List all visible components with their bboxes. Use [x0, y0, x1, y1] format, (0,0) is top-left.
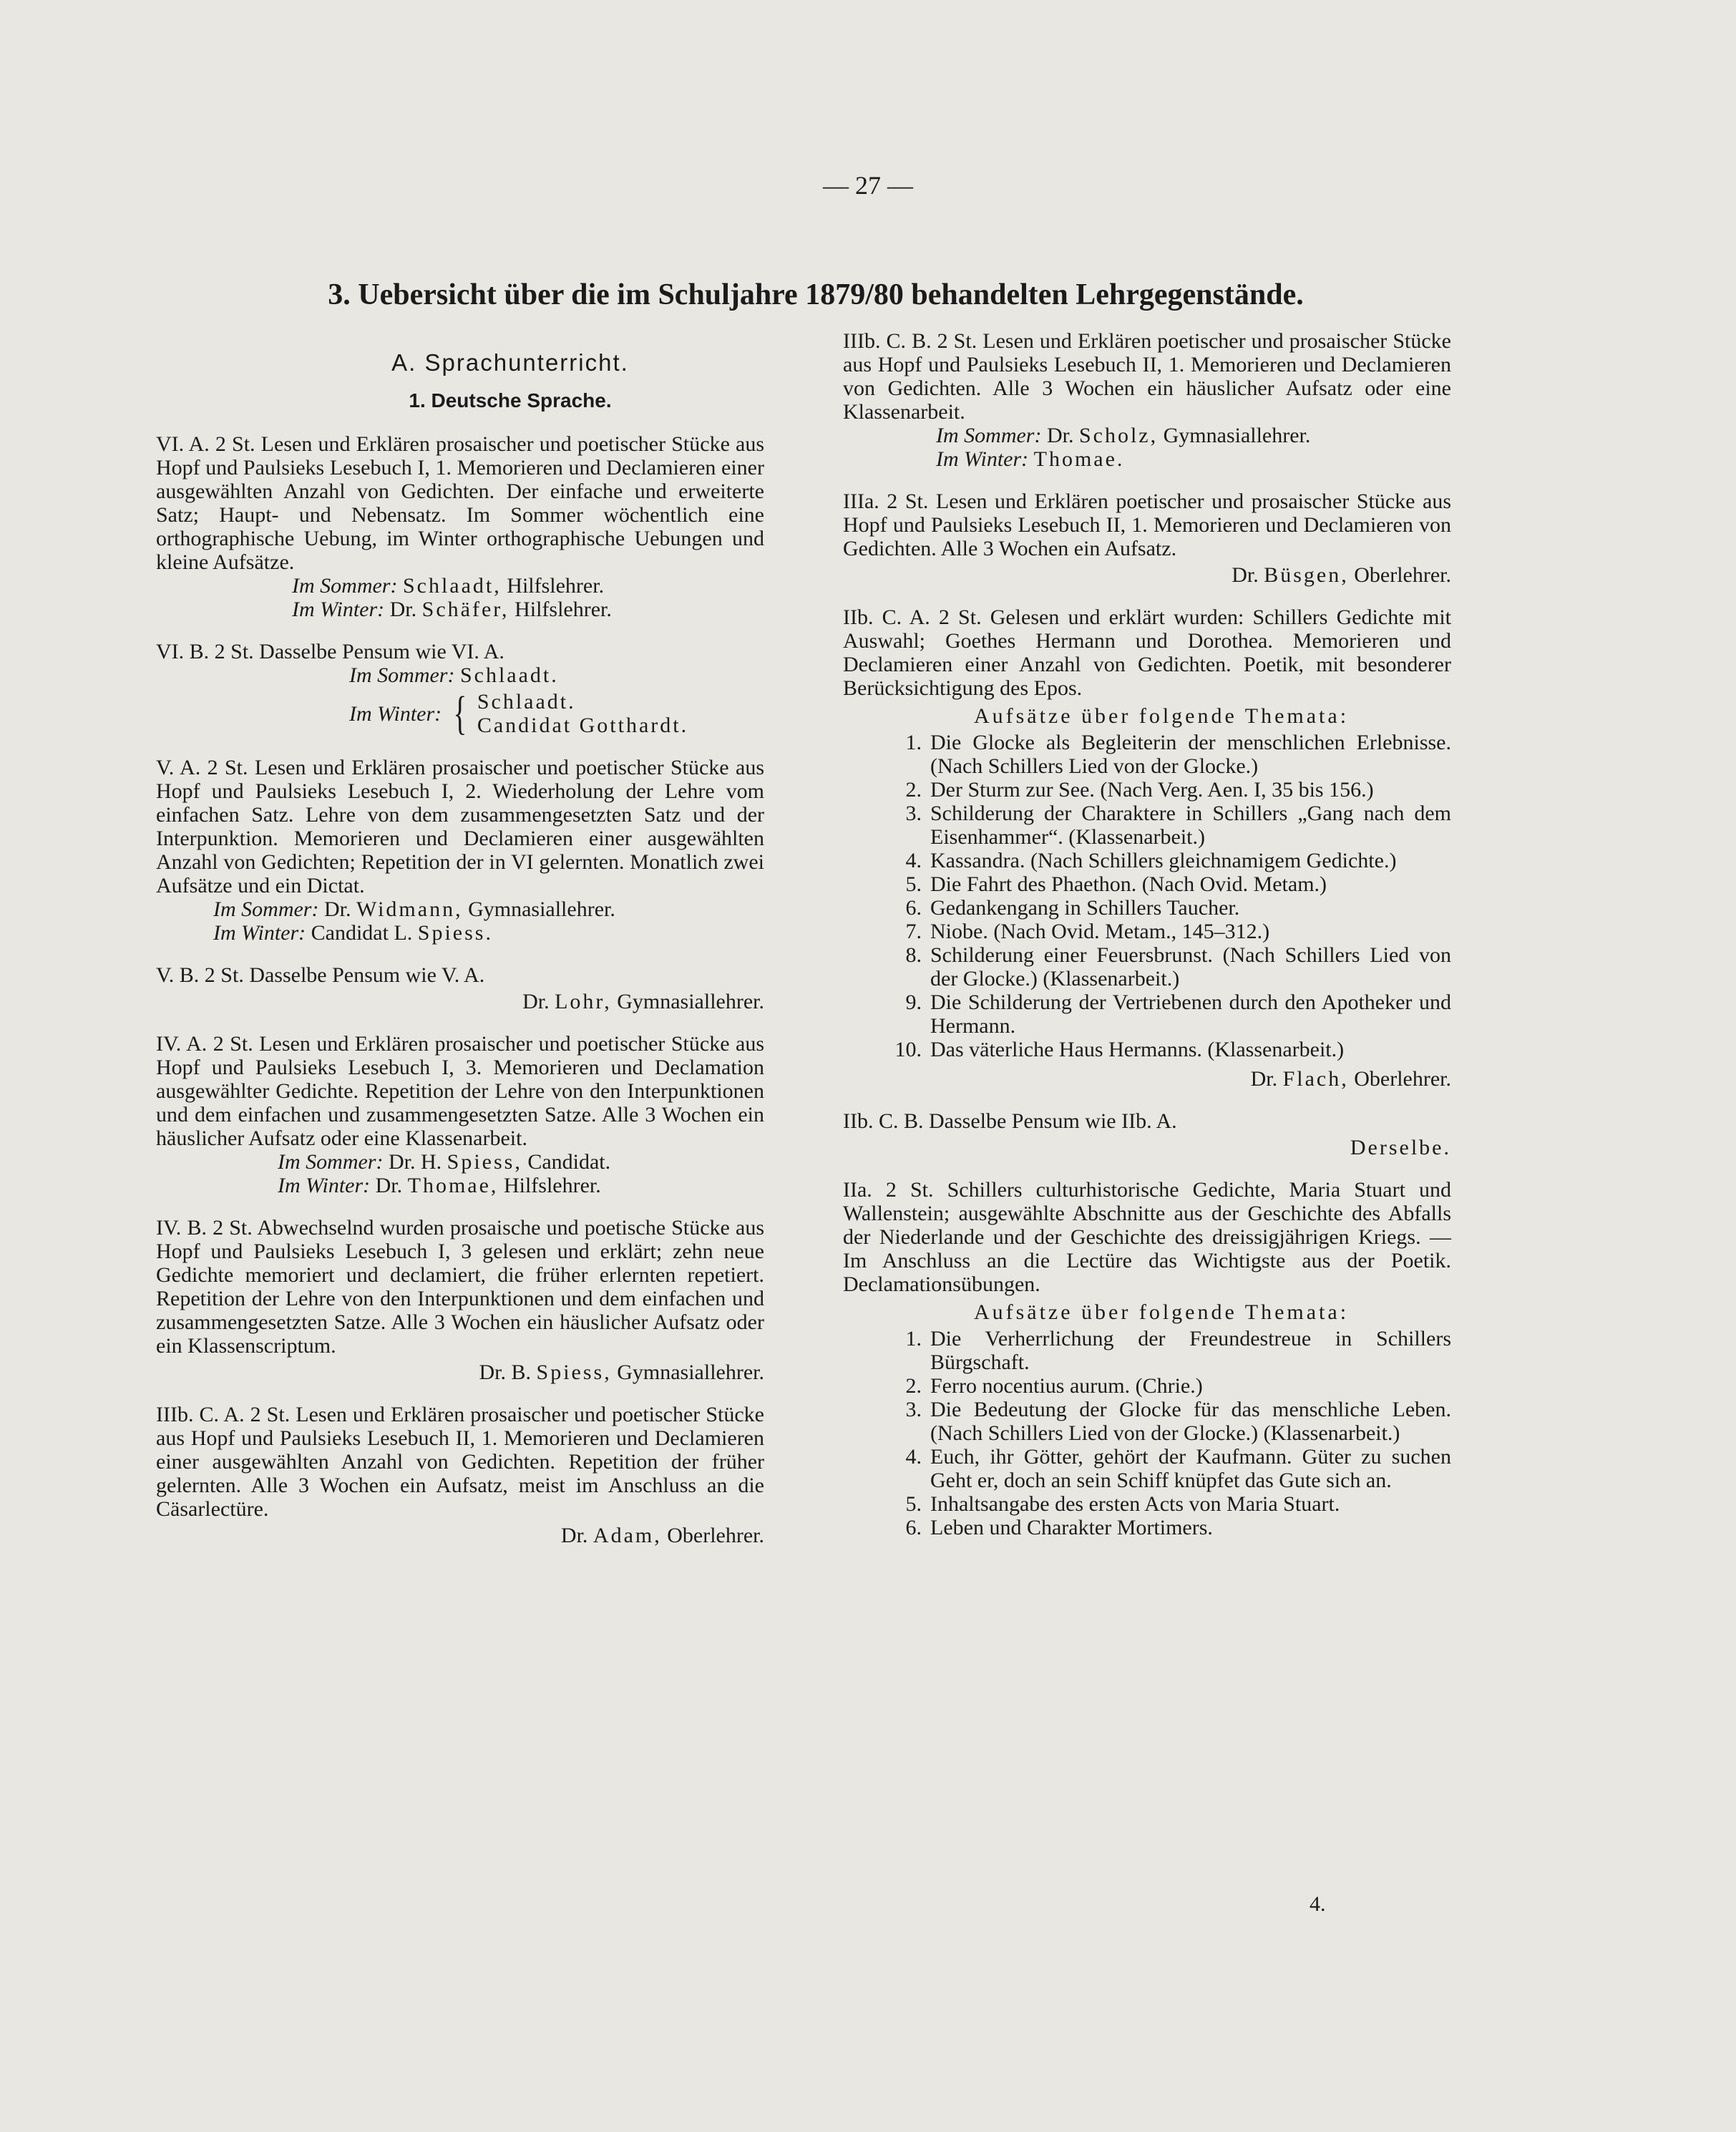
teacher-line-summer: Im Sommer: Dr. H. Spiess, Candidat. — [278, 1150, 611, 1174]
entry-text: V. A. 2 St. Lesen und Erklären prosaischer und poetischer Stücke aus Hopf und Paulsieks Lesebuch I, 2. Wiederholung der Lehre vom einfachen Satz. Lehre von dem zusammengesetzten Satz und der Interpunktion. Memorieren und Declamieren einer ausgewählten Anzahl von Gedichten; Repetition der in VI gelernten. Monatlich zwei Aufsätze und ein Dictat. — [156, 756, 764, 897]
teacher-line-winter: Im Winter: Dr. Thomae, Hilfslehrer. — [278, 1174, 601, 1197]
page-number: — 27 — — [823, 171, 913, 200]
teacher-line: Dr. Lohr, Gymnasiallehrer. — [522, 990, 764, 1013]
teacher-line-summer: Im Sommer: Dr. Widmann, Gymnasiallehrer. — [213, 897, 615, 921]
list-item: 9. Die Schilderung der Vertriebenen durch den Apotheker und Hermann. — [905, 990, 1451, 1038]
list-item: 4. Euch, ihr Götter, gehört der Kaufmann. Güter zu suchen Geht er, doch an sein Schiff knüpfet das Gute sich an. — [905, 1445, 1451, 1492]
list-item: 2. Ferro nocentius aurum. (Chrie.) — [905, 1374, 1203, 1398]
teacher-line-winter: Im Winter: Dr. Schäfer, Hilfslehrer. — [292, 598, 612, 621]
section-heading: A. Sprachunterricht. — [391, 349, 629, 376]
class-entry-iia — [843, 1178, 1451, 1539]
entry-text: VI. B. 2 St. Dasselbe Pensum wie VI. A. — [156, 640, 504, 663]
list-item: 8. Schilderung einer Feuersbrunst. (Nach Schillers Lied von der Glocke.) (Klassenarbeit.) — [905, 943, 1451, 990]
right-column — [843, 329, 1451, 1558]
class-entry-iib-ca — [843, 605, 1451, 1091]
list-item: 2. Der Sturm zur See. (Nach Verg. Aen. I, 35 bis 156.) — [905, 778, 1374, 802]
themes-list — [843, 731, 1451, 1061]
entry-text: IIIb. C. A. 2 St. Lesen und Erklären prosaischer und poetischer Stücke aus Hopf und Paulsieks Lesebuch II, 1. Memorieren und Declamieren einer ausgewählten Anzahl von Gedichten. Repetition der früher gelernten. Alle 3 Wochen ein Aufsatz, meist im Anschluss an die Cäsarlectüre. — [156, 1403, 764, 1521]
list-item: 4. Kassandra. (Nach Schillers gleichnamigem Gedichte.) — [905, 849, 1397, 872]
themes-heading: Aufsätze über folgende Themata: — [973, 704, 1350, 728]
class-entry-iiib-ca — [156, 1403, 764, 1547]
list-item: 5. Die Fahrt des Phaethon. (Nach Ovid. Metam.) — [905, 872, 1327, 896]
teacher-line-summer: Im Sommer: Schlaadt, Hilfslehrer. — [292, 574, 605, 598]
teacher-line-summer: Im Sommer: Dr. Scholz, Gymnasiallehrer. — [936, 424, 1311, 447]
entry-text: IV. B. 2 St. Abwechselnd wurden prosaische und poetische Stücke aus Hopf und Paulsieks Lesebuch I, 3 gelesen und erklärt; zehn neue Gedichte memoriert und declamiert, die früher erlernten repetiert. Repetition der Lehre von den Interpunktionen und dem einfachen und zusammengesetzten Satze. Alle 3 Wochen ein häuslicher Aufsatz oder ein Klassenscriptum. — [156, 1216, 764, 1358]
page-title: 3. Uebersicht über die im Schuljahre 1879/80 behandelten Lehrgegenstände. — [328, 278, 1304, 311]
entry-text: V. B. 2 St. Dasselbe Pensum wie V. A. — [156, 963, 485, 987]
signature-mark: 4. — [1310, 1892, 1326, 1916]
class-entry-iiib-cb — [843, 329, 1451, 471]
class-entry-vi-a — [156, 432, 764, 621]
entry-text: IIIa. 2 St. Lesen und Erklären poetischer und prosaischer Stücke aus Hopf und Paulsieks Lesebuch II, 1. Memorieren und Declamieren von Gedichten. Alle 3 Wochen ein Aufsatz. — [843, 490, 1451, 560]
class-entry-vi-b — [156, 640, 764, 737]
teacher-line-winter: Im Winter: Candidat L. Spiess. — [213, 921, 493, 945]
list-item: 10. Das väterliche Haus Hermanns. (Klassenarbeit.) — [894, 1038, 1345, 1061]
teacher-line: Derselbe. — [1350, 1136, 1451, 1159]
list-item: 1. Die Glocke als Begleiterin der menschlichen Erlebnisse. (Nach Schillers Lied von der Glocke.) — [905, 731, 1451, 778]
list-item: 7. Niobe. (Nach Ovid. Metam., 145–312.) — [905, 920, 1270, 943]
entry-text: IV. A. 2 St. Lesen und Erklären prosaischer und poetischer Stücke aus Hopf und Paulsieks Lesebuch I, 3. Memorieren und Declamation ausgewählter Gedichte. Repetition der Lehre von den Interpunktionen und dem einfachen und zusammengesetzten Satze. Alle 3 Wochen ein häuslicher Aufsatz oder eine Klassenarbeit. — [156, 1032, 764, 1150]
class-entry-v-b — [156, 963, 764, 1013]
teacher-line-winter: Im Winter: { Schlaadt. Candidat Gotthardt. — [349, 687, 689, 739]
class-entry-iiia — [843, 490, 1451, 587]
teacher-line-winter: Im Winter: Thomae. — [936, 447, 1125, 471]
list-item: 5. Inhaltsangabe des ersten Acts von Maria Stuart. — [905, 1492, 1340, 1516]
teacher-line: Dr. Büsgen, Oberlehrer. — [1232, 563, 1451, 587]
entry-text: IIIb. C. B. 2 St. Lesen und Erklären poetischer und prosaischer Stücke aus Hopf und Paulsieks Lesebuch II, 1. Memorieren und Declamieren von Gedichten. Alle 3 Wochen ein häuslicher Aufsatz oder eine Klassenarbeit. — [843, 329, 1451, 424]
left-column — [156, 329, 764, 1566]
subsection-heading: 1. Deutsche Sprache. — [409, 389, 612, 412]
class-entry-iv-b — [156, 1216, 764, 1384]
teacher-line-summer: Im Sommer: Schlaadt. — [349, 663, 559, 687]
class-entry-iib-cb — [843, 1109, 1451, 1159]
class-entry-iv-a — [156, 1032, 764, 1197]
themes-list — [843, 1327, 1451, 1539]
brace-symbol: { — [453, 687, 467, 739]
list-item: 6. Gedankengang in Schillers Taucher. — [905, 896, 1240, 920]
entry-text: IIb. C. A. 2 St. Gelesen und erklärt wurden: Schillers Gedichte mit Auswahl; Goethes Hermann und Dorothea. Memorieren und Declamieren einer Anzahl von Gedichten. Poetik, mit besonderer Berücksichtigung des Epos. — [843, 605, 1451, 700]
teacher-line: Dr. Adam, Oberlehrer. — [560, 1524, 764, 1547]
themes-heading: Aufsätze über folgende Themata: — [973, 1300, 1350, 1324]
teacher-line: Dr. Flach, Oberlehrer. — [1250, 1067, 1451, 1091]
list-item: 6. Leben und Charakter Mortimers. — [905, 1516, 1213, 1539]
list-item: 3. Die Bedeutung der Glocke für das menschliche Leben. (Nach Schillers Lied von der Glocke.) (Klassenarbeit.) — [905, 1398, 1451, 1445]
entry-text: IIb. C. B. Dasselbe Pensum wie IIb. A. — [843, 1109, 1177, 1133]
entry-text: IIa. 2 St. Schillers culturhistorische Gedichte, Maria Stuart und Wallenstein; ausgewählte Abschnitte aus der Geschichte des Abfalls der Niederlande und der Geschichte des dreissigjährigen Kriegs. — Im Anschluss an die Lectüre das Wichtigste aus der Poetik. Declamationsübungen. — [843, 1178, 1451, 1296]
class-entry-v-a — [156, 756, 764, 945]
list-item: 1. Die Verherrlichung der Freundestreue in Schillers Bürgschaft. — [905, 1327, 1451, 1374]
teacher-line: Dr. B. Spiess, Gymnasiallehrer. — [479, 1361, 764, 1384]
list-item: 3. Schilderung der Charaktere in Schillers „Gang nach dem Eisenhammer“. (Klassenarbeit.) — [905, 802, 1451, 849]
entry-text: VI. A. 2 St. Lesen und Erklären prosaischer und poetischer Stücke aus Hopf und Paulsieks Lesebuch I, 1. Memorieren und Declamieren einer ausgewählten Anzahl von Gedichten. Der einfache und erweiterte Satz; Haupt- und Nebensatz. Im Sommer wöchentlich eine orthographische Uebung, im Winter orthographische Uebungen und kleine Aufsätze. — [156, 432, 764, 574]
